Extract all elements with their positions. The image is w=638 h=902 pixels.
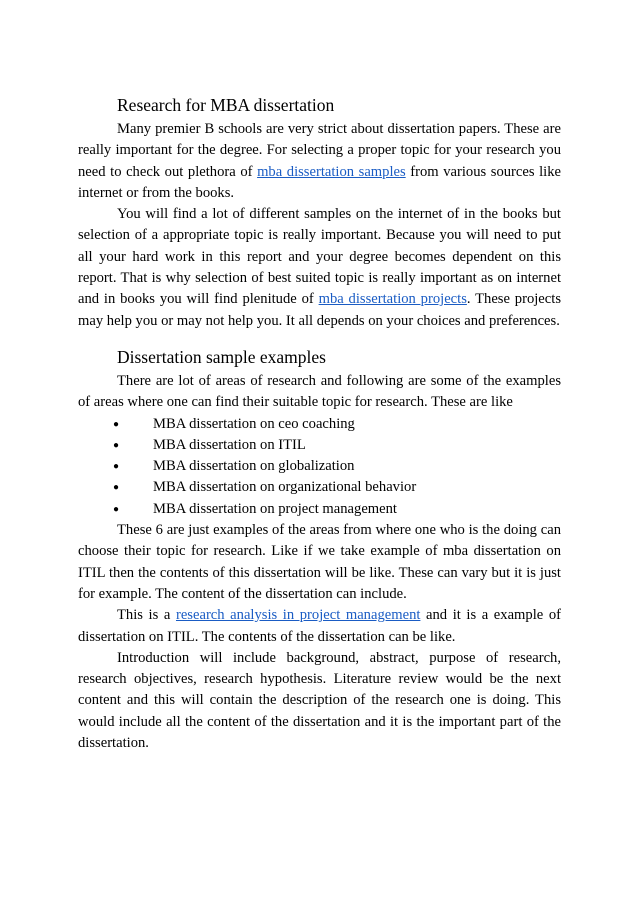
link-mba-dissertation-samples[interactable]: mba dissertation samples	[257, 163, 406, 180]
list-item-text: MBA dissertation on organizational behavior	[153, 479, 417, 496]
section-heading-research: Research for MBA dissertation	[117, 95, 335, 115]
bullet-icon: ●	[113, 418, 120, 430]
examples-list	[78, 414, 561, 520]
list-item-text: MBA dissertation on ITIL	[153, 436, 306, 453]
list-item	[78, 435, 561, 456]
list-item-text: MBA dissertation on ceo coaching	[153, 415, 355, 432]
paragraph-after-list: These 6 are just examples of the areas from where one who is the doing can choose their topic for research. Like if we take example of mba dissertation on ITIL then the contents of this dissertation will be like. These can vary but it is just for example. The content of the dissertation can include.	[78, 522, 561, 602]
list-item-text: MBA dissertation on project management	[153, 500, 397, 517]
paragraph-text: . These projects may help you or may not help you. It all depends on your choices and preferences.	[78, 291, 561, 329]
paragraph-text: This is a	[117, 607, 176, 624]
paragraph-text: and it is a example of dissertation on ITIL. The contents of the dissertation can be like.	[78, 607, 561, 645]
link-research-analysis-project-management[interactable]: research analysis in project management	[175, 607, 421, 624]
list-item	[78, 414, 561, 435]
paragraph-text: You will find a lot of different samples on the internet of in the books but selection of a appropriate topic is really important. Because you will need to put all your hard work in this report and your degree becomes dependent on this report. That is why selection of best suited topic is really important as on internet and in books you will find plenitude of	[78, 206, 561, 308]
link-mba-dissertation-projects[interactable]: mba dissertation projects	[318, 291, 467, 308]
list-item	[78, 456, 561, 477]
paragraph-contents: Introduction will include background, abstract, purpose of research, research objectives, research hypothesis. Literature review would be the next content and this will contain the description of the research one is doing. This would include all the content of the dissertation and it is the important part of the dissertation.	[78, 649, 561, 752]
paragraph-examples-intro: There are lot of areas of research and following are some of the examples of areas where one can find their suitable topic for research. These are like	[78, 372, 561, 411]
bullet-icon: ●	[113, 461, 120, 473]
list-item-text: MBA dissertation on globalization	[153, 458, 355, 475]
bullet-icon: ●	[113, 482, 120, 494]
bullet-icon: ●	[113, 503, 120, 515]
paragraph-itil-example	[78, 605, 561, 648]
bullet-icon: ●	[113, 439, 120, 451]
paragraph-text: from various sources like internet or from the books.	[78, 163, 561, 201]
paragraph-topic-selection	[78, 204, 561, 332]
paragraph-text: Many premier B schools are very strict about dissertation papers. These are really important for the degree. For selecting a proper topic for your research you need to check out plethora of	[78, 121, 561, 180]
section-heading-examples: Dissertation sample examples	[117, 346, 326, 367]
list-item	[78, 499, 561, 520]
list-item	[78, 477, 561, 498]
document-body	[78, 94, 561, 754]
paragraph-intro	[78, 119, 561, 204]
